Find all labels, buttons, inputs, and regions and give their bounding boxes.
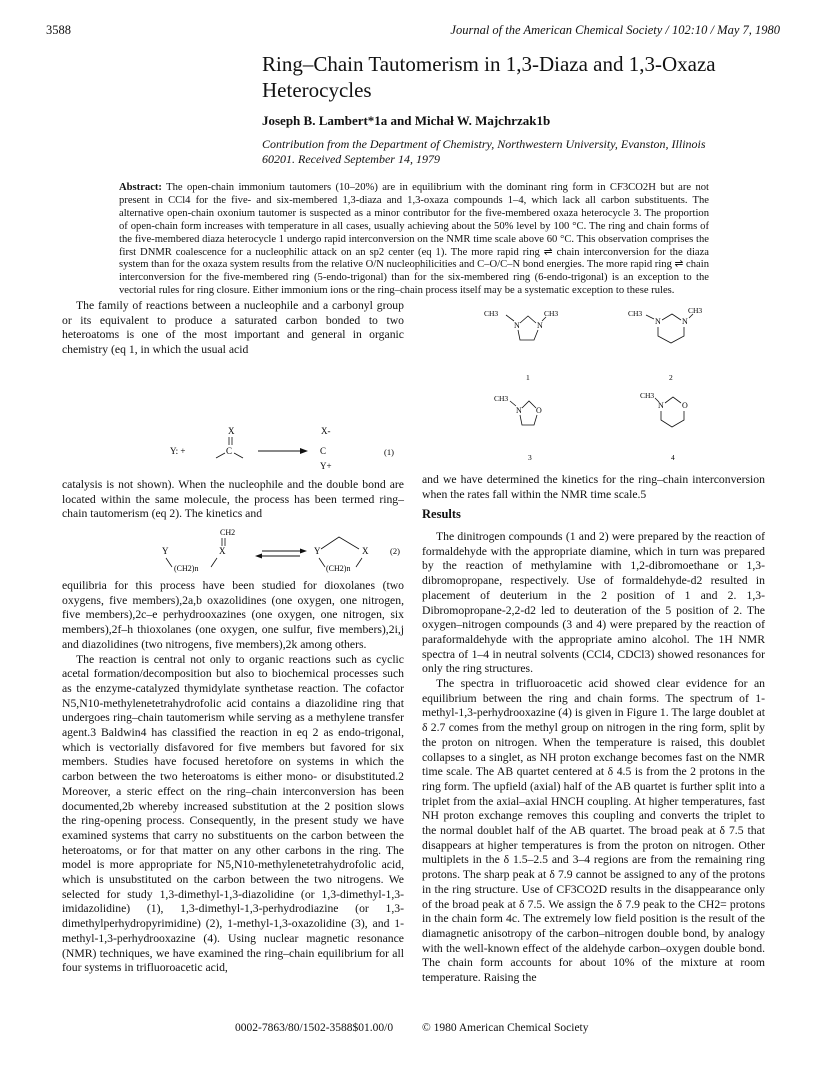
paragraph: The dinitrogen compounds (1 and 2) were prepared by the reaction of formaldehyde with the appropriate diamine, which in turn was prepared by the reaction of methylamine with 1,2-dibromoethane or 1,3-dibromopropane, respectively. Use of formaldehyde-d2 resulted in placement of deuterium in the 2 position of 1 and 2. 1,3-Dibromopropane-2,2-d2 led to deuteration of the 5 position of 2. The oxygen–nitrogen compounds (3 and 4) were prepared by the reaction of paraformaldehyde with the appropriate amino alcohol. The 1H NMR spectra of 1–4 in neutral solvents (CCl4, CDCl3) showed resonances for only the ring structures.: [422, 530, 765, 676]
abstract-text: The open-chain immonium tautomers (10–20%) are in equilibrium with the dominant ring form in CF3CO2H but are not present in CCl4 for the five- and six-membered 1,3-diaza and 1,3-oxaza compounds 1–4, which lack all carbon substituents. The alternative open-chain oxonium tautomer is suspected as a minor contributor for the five-membered oxaza heterocycle 3. The proportion of open-chain form increases with temperature in all cases, usually achieving about the 50% level by 100 °C. The ring and chain forms of the five-membered diaza heterocycle 1 undergo rapid interconversion on the NMR time scale above 60 °C. This observation comprises the first DNMR coalescence for a nucleophilic attack on an sp2 center (eq 1). The more rapid ring ⇌ chain interconversion for the diaza system than for the oxaza system results from the relative O/N nucleophilicities and C–O/C–N bond energies. The more rapid ring ⇌ chain interconversion for the five-membered ring (5-endo-trigonal) than for the six-membered ring (6-endo-trigonal) is an exception to the vectorial rules for ring closure. Either immonium ions or the ring–chain process itself may be a systematic exception to these rules.: [119, 182, 709, 297]
eq2-arrowhead-back: [255, 554, 262, 559]
paragraph: catalysis is not shown). When the nucleophile and the double bond are located within the same molecule, the process has been termed ring–chain tautomerism (eq 2). The kinetics and: [62, 478, 404, 521]
page-number: 3588: [46, 23, 71, 37]
structure-3: [494, 394, 542, 462]
n-label: N: [655, 317, 661, 326]
eq1-label: (1): [384, 447, 394, 457]
n-label: N: [537, 321, 543, 330]
compound-label-2: 2: [669, 373, 673, 382]
article-affiliation: Contribution from the Department of Chemistry, Northwestern University, Evanston, Illinois 60201. Received September 14, 1979: [262, 137, 706, 166]
eq2-arrowhead-forward: [300, 549, 307, 554]
equation-2: [62, 525, 404, 580]
o-label: O: [536, 406, 542, 415]
n-label: N: [658, 401, 664, 410]
eq1-y-plus: Y+: [320, 461, 332, 471]
eq2-y-left: Y: [162, 546, 169, 556]
body-col1-p3: [62, 579, 404, 976]
eq2-ring-bonds: [319, 537, 362, 567]
o-label: O: [682, 401, 688, 410]
compound-label-1: 1: [526, 373, 530, 382]
eq2-chain-right: (CH2)n: [326, 564, 351, 573]
eq1-arrowhead: [300, 448, 308, 454]
eq1-nucleophile: Y: +: [170, 446, 186, 456]
ring-bonds: [510, 401, 537, 425]
eq1-x: X: [228, 426, 235, 436]
paragraph: and we have determined the kinetics for the ring–chain interconversion when the rates fall within the NMR time scale.5: [422, 473, 765, 501]
ch3-label: CH3: [544, 309, 559, 318]
body-col2-results: [422, 530, 765, 986]
ch3-label: CH3: [688, 306, 703, 315]
structure-2: [628, 306, 702, 382]
ch3-label: CH3: [494, 394, 509, 403]
footer-copyright: © 1980 American Chemical Society: [422, 1022, 589, 1034]
paragraph: equilibria for this process have been studied for dioxolanes (two oxygens, five members),2a,b oxazolidines (one oxygen, one nitrogen, five members),2c–e perhydrooxazines (one oxygen, one nitrogen, six members),2f–h thioxolanes (one oxygen, one sulfur, five members),2i,j and diazolidines (two nitrogens, five members),2k among others.: [62, 579, 404, 651]
running-header: Journal of the American Chemical Society / 102:10 / May 7, 1980: [450, 23, 780, 37]
paragraph: The reaction is central not only to organic reactions such as cyclic acetal formation/decomposition but also to biochemical processes such as the enzyme-catalyzed thymidylate synthetase reaction. The cofactor N5,N10-methylenetetrahydrofolic acid contains a diazolidine ring that undergoes ring–chain tautomerism while serving as a methylene transfer agent.3 Baldwin4 has classified the reaction in eq 2 as endo-trigonal, which is vectorially disfavored for five members but favored for six members. Studies have focused heretofore on systems in which the carbon between the two heteroatoms is either mono- or disubstituted.2 Moreover, a steric effect on the ring–chain interconversion has been documented,2b whereby increased substitution at the 2 position slows the ring-opening process. Consequently, in the present study we have examined systems that carry no substituents on the carbon between the heteroatoms, or for that matter on any other carbons in the ring. The model is more appropriate for N5,N10-methylenetetrahydrofolic acid, which is unsubstituted on the carbon between the two nitrogens. We selected for study 1,3-dimethyl-1,3-diazolidine (or 1,3-dimethyl-1,3-imidazolidine) (1), 1,3-dimethyl-1,3-perhydrodiazine (or 1,3-dimethylperhydropyrimidine) (2), 1-methyl-1,3-oxazolidine (3), and 1-methyl-1,3-perhydrooxazine (4). Using nuclear magnetic resonance (NMR) techniques, we have examined the ring–chain equilibrium for all four systems in trifluoroacetic acid,: [62, 652, 404, 975]
ch3-label: CH3: [484, 309, 499, 318]
eq2-ch2: CH2: [220, 528, 236, 537]
compound-label-4: 4: [671, 453, 675, 462]
compound-label-3: 3: [528, 453, 532, 462]
abstract: [119, 182, 709, 298]
eq2-chain-left: (CH2)n: [174, 564, 199, 573]
structure-1: [484, 309, 558, 382]
paragraph: The family of reactions between a nucleophile and a carbonyl group or its equivalent to produce a saturated carbon bonded to two heteroatoms is one of the most important and general in organic chemistry (eq 1, in which the usual acid: [62, 299, 404, 357]
body-col1-p2: [62, 478, 404, 522]
n-label: N: [682, 317, 688, 326]
body-col2-p1: [422, 473, 765, 502]
n-label: N: [516, 406, 522, 415]
n-label: N: [514, 321, 520, 330]
equation-1: [62, 422, 404, 474]
section-heading-results: Results: [422, 507, 461, 521]
article-title: Ring–Chain Tautomerism in 1,3-Diaza and 1,3-Oxaza Heterocycles: [262, 52, 716, 102]
eq1-x-minus: X-: [321, 426, 331, 436]
eq2-label: (2): [390, 546, 400, 556]
paragraph: The spectra in trifluoroacetic acid showed clear evidence for an equilibrium between the ring and chain forms. The spectrum of 1-methyl-1,3-perhydrooxazine (4) is given in Figure 1. The large doublet at δ 2.7 comes from the methyl group on nitrogen in the ring form, split by the proton on nitrogen. When the temperature is raised, this doublet collapses to a singlet, as NH proton exchange becomes fast on the NMR time scale. The AB quartet centered at δ 4.5 is from the 2 protons in the ring form. The upfield (axial) half of the AB quartet is further split into a triplet from the axial–axial HNCH coupling. At higher temperatures, fast NH proton exchange removes this coupling and converts the triplet to the normal doublet half of the AB quartet. The broad peak at δ 7.5 that disappears at higher temperatures is from the proton on nitrogen. Other multiplets in the δ 1.5–2.5 and 3–4 regions are from the remaining ring protons. The sharp peak at δ 7.9 cannot be assigned to any of the protons in the ring structure. Use of CF3CO2D results in the disappearance only of the broad peak at δ 7.5. We assign the δ 7.9 peak to the CH2= protons in the chain form 4c. The extremely low field position is the result of the diamagnetic anisotropy of the carbon–nitrogen double bond, by analogy with the well-known effect of the aldehyde carbon–oxygen double bond. The chain form accounts for about 10% of the mixture at room temperature. Raising the: [422, 677, 765, 985]
eq1-carbon-product: C: [320, 446, 327, 456]
eq2-x-left: X: [219, 546, 226, 556]
eq1-bond-left: [216, 453, 225, 458]
eq2-x-right: X: [362, 546, 369, 556]
eq2-y-right: Y: [314, 546, 321, 556]
ch3-label: CH3: [640, 391, 655, 400]
eq1-carbon: C: [226, 446, 233, 456]
ch3-label: CH3: [628, 309, 643, 318]
structures-figure: [470, 300, 740, 470]
abstract-label: Abstract:: [119, 182, 162, 193]
body-col1-p1: [62, 299, 404, 358]
article-authors: Joseph B. Lambert*1a and Michał W. Majchrzak1b: [262, 113, 551, 128]
eq1-bond-right: [234, 453, 243, 458]
footer-code: 0002-7863/80/1502-3588$01.00/0: [235, 1022, 394, 1034]
structure-4: [640, 391, 688, 462]
